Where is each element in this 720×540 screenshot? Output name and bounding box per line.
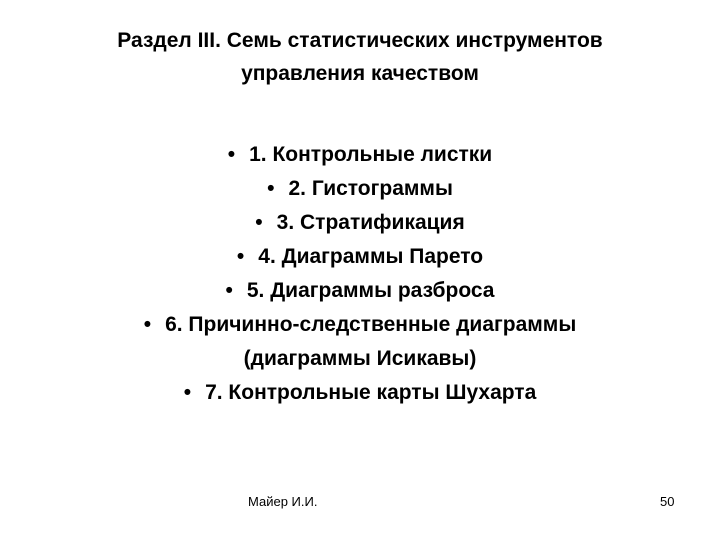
page-number: 50 — [660, 494, 675, 509]
list-item-text: 1. Контрольные листки — [249, 143, 493, 166]
list-item-line — [60, 308, 660, 342]
list-item — [60, 274, 660, 308]
list-item-text: 3. Стратификация — [276, 211, 465, 234]
list-item-text: 5. Диаграммы разброса — [246, 279, 495, 302]
bullet-icon: • — [227, 143, 236, 166]
bullet-icon: • — [255, 211, 263, 234]
list-item-text: 2. Гистограммы — [288, 177, 453, 200]
list-item-text: 7. Контрольные карты Шухарта — [205, 381, 537, 404]
list-item — [60, 376, 660, 410]
slide-title-line-1: Раздел III. Семь статистических инструментов — [117, 29, 603, 52]
list-item — [60, 206, 660, 240]
list-item — [60, 308, 660, 376]
bullet-icon: • — [236, 245, 245, 268]
footer-author: Майер И.И. — [248, 494, 318, 509]
list-item-text-continuation: (диаграммы Исикавы) — [243, 347, 477, 370]
list-item — [60, 240, 660, 274]
bullet-icon: • — [267, 177, 275, 200]
bullet-icon: • — [143, 313, 152, 336]
list-item-text: 4. Диаграммы Парето — [258, 245, 484, 268]
list-item-text: 6. Причинно-следственные диаграммы — [165, 313, 577, 336]
bullet-icon: • — [225, 279, 233, 302]
slide-title — [60, 24, 660, 90]
tools-bullet-list — [60, 138, 660, 410]
list-item — [60, 138, 660, 172]
slide-title-line-2: управления качеством — [241, 62, 479, 85]
bullet-icon: • — [183, 381, 192, 404]
list-item — [60, 172, 660, 206]
